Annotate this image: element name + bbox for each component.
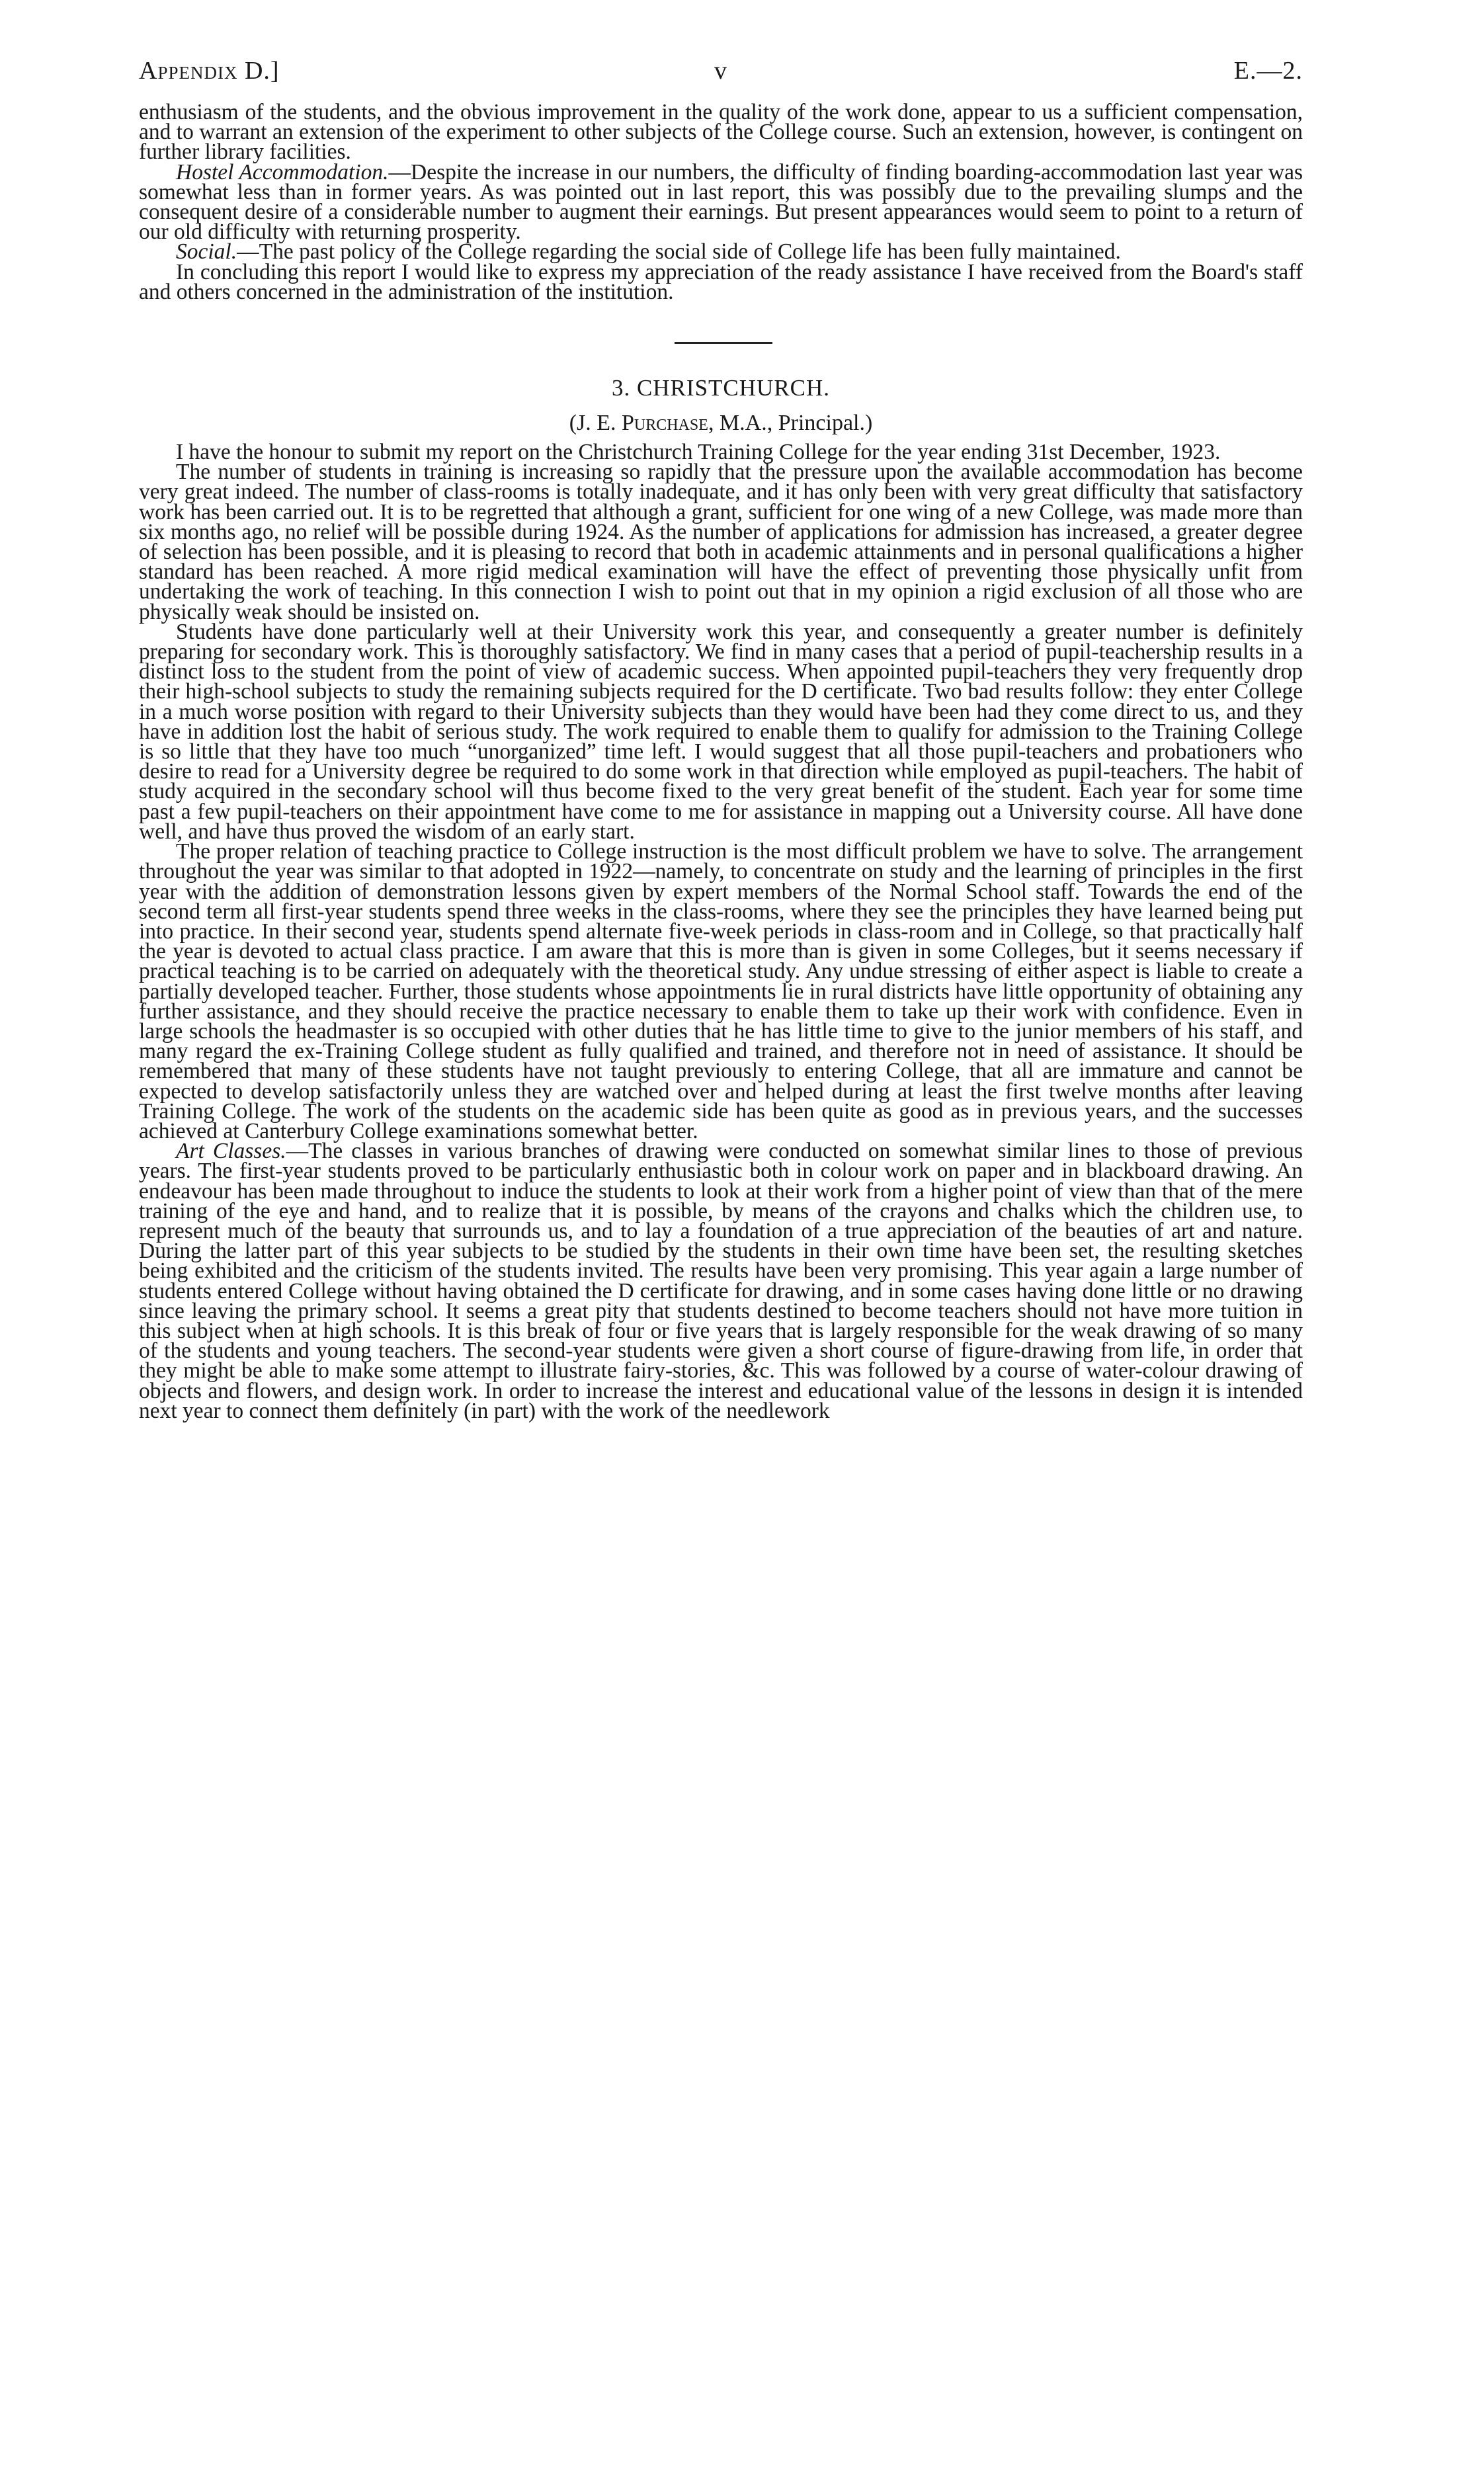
paragraph-teaching-practice: The proper relation of teaching practice to College instruction is the most difficult problem we have to solve. The arrangement throughout the year was similar to that adopted in 1922—namely, to concentrate on study and the learning of principles in the first year with the addition of demonstration lessons given by expert members of the Normal School staff. Towards the end of the second term all first-year students spend three weeks in the class-rooms, where they see the principles they have learned being put into practice. In their second year, students spend alternate five-week periods in class-room and in College, so that practically half the year is devoted to actual class practice. I am aware that this is more than is given in some Colleges, but it seems necessary if practical teaching is to be carried on adequately with the theoretical study. Any undue stressing of either aspect is liable to create a partially developed teacher. Further, those students whose appointments lie in rural districts have little opportunity of obtaining any further assistance, and they should receive the practice necessary to enable them to take up their work with confidence. Even in large schools the headmaster is so occupied with other duties that he has little time to give to the junior members of his staff, and many regard the ex-Training College student as fully qualified and trained, and therefore not in need of assistance. It should be remembered that many of these students have not taught previously to entering College, that all are immature and cannot be expected to develop satisfactorily unless they are watched over and helped during at least the first twelve months after leaving Training College. The work of the students on the academic side has been quite as good as in previous years, and the successes achieved at Canterbury College examinations somewhat better. xyxy=(139,839,1303,1143)
running-header xyxy=(139,56,1303,103)
hostel-lead: Hostel Accommodation. xyxy=(176,159,389,185)
paragraph-hostel xyxy=(139,159,1303,245)
social-lead: Social. xyxy=(176,239,237,265)
divider-rule xyxy=(675,342,772,344)
paragraph-university-work: Students have done particularly well at their University work this year, and consequently a greater number is definitely preparing for secondary work. This is thoroughly satisfactory. We find in many cases that a period of pupil-teachership results in a distinct loss to the student from the point of view of academic success. When appointed pupil-teachers they very frequently drop their high-school subjects to study the remaining subjects required for the D certificate. Two bad results follow: they enter College in a much worse position with regard to their University subjects than they would have been had they come direct to us, and they have in addition lost the habit of serious study. The work required to enable them to qualify for admission to the Training College is so little that they have too much “unorganized” time left. I would suggest that all those pupil-teachers and probationers who desire to read for a University degree be required to do some work in that direction while employed as pupil-teachers. The habit of study acquired in the secondary school will thus become fixed to the very great benefit of the student. Each year for some time past a few pupil-teachers on their appointment have come to me for assistance in mapping out a University course. All have done well, and have thus proved the wisdom of an early start. xyxy=(139,619,1303,844)
paragraph-intro: I have the honour to submit my report on the Christchurch Training College for the year ending 31st December, 1923. xyxy=(176,440,1221,465)
art-classes-lead: Art Classes. xyxy=(176,1139,286,1164)
author-name: Purchase xyxy=(622,411,708,436)
author-rest: , M.A., Principal.) xyxy=(708,411,873,436)
section-author xyxy=(139,411,1303,436)
header-appendix: Appendix D.] xyxy=(139,57,280,85)
section-divider xyxy=(139,302,1303,375)
paragraph-art-classes xyxy=(139,1141,1303,1421)
header-reference: E.—2. xyxy=(1233,57,1303,85)
paragraph-accommodation: The number of students in training is increasing so rapidly that the pressure upon the available accommodation has become very great indeed. The number of class-rooms is totally inadequate, and it has only been with very great difficulty that satisfactory work has been carried out. It is to be regretted that although a grant, sufficient for one wing of a new College, was made more than six months ago, no relief will be possible during 1924. As the number of applications for admission has increased, a greater degree of selection has been possible, and it is pleasing to record that both in academic attainments and in personal qualifications a higher standard has been reached. A more rigid medical examination will have the effect of preventing those physically unfit from undertaking the work of teaching. In this connection I wish to point out that in my opinion a rigid exclusion of all those who are physically weak should be insisted on. xyxy=(139,460,1303,624)
page-number: v xyxy=(714,57,727,85)
author-open: (J. E. xyxy=(569,411,622,436)
hostel-text: —Despite the increase in our numbers, the difficulty of finding boarding-accommodation last year was somewhat less than in former years. As was pointed out in last report, this was possibly due to the prevailing slumps and the consequent desire of a considerable number to augment their earnings. But present appearances would seem to point to a return of our old difficulty with returning prosperity. xyxy=(139,159,1303,245)
social-text: —The past policy of the College regarding the social side of College life has been fully maintained. xyxy=(237,239,1121,265)
art-classes-text: —The classes in various branches of drawing were conducted on somewhat similar lines to those of previous years. The first-year students proved to be particularly enthusiastic both in colour work on paper and in blackboard drawing. An endeavour has been made throughout to induce the students to look at their work from a higher point of view than that of the mere training of the eye and hand, and to realize that it is possible, by means of the crayons and chalks which the children use, to represent much of the beauty that surrounds us, and to lay a foundation of a true appreciation of the beauties of art and nature. During the latter part of this year subjects to be studied by the students in their own time have been set, the resulting sketches being exhibited and the criticism of the students invited. The results have been very promising. This year again a large number of students entered College without having obtained the D certificate for drawing, and in some cases having done little or no drawing since leaving the primary school. It seems a great pity that students destined to become teachers should not have more tuition in this subject when at high schools. It is this break of four or five years that is largely responsible for the weak drawing of so many of the students and young teachers. The second-year students were given a short course of figure-drawing from life, in order that they might be able to make some attempt to illustrate fairy-stories, &c. This was followed by a course of water-colour drawing of objects and flowers, and design work. In order to increase the interest and educational value of the lessons in design it is intended next year to connect them definitely (in part) with the work of the needlework xyxy=(139,1139,1303,1423)
section-title: 3. CHRISTCHURCH. xyxy=(611,375,831,401)
paragraph-continuation: enthusiasm of the students, and the obvious improvement in the quality of the work done, appear to us a sufficient compensation, and to warrant an extension of the experiment to other subjects of the College course. Such an extension, however, is contingent on further library facilities. xyxy=(139,100,1303,165)
paragraph-concluding: In concluding this report I would like to express my appreciation of the ready assistance I have received from the Board's staff and others concerned in the administration of the institution. xyxy=(139,259,1303,304)
document-page xyxy=(139,56,1303,1421)
